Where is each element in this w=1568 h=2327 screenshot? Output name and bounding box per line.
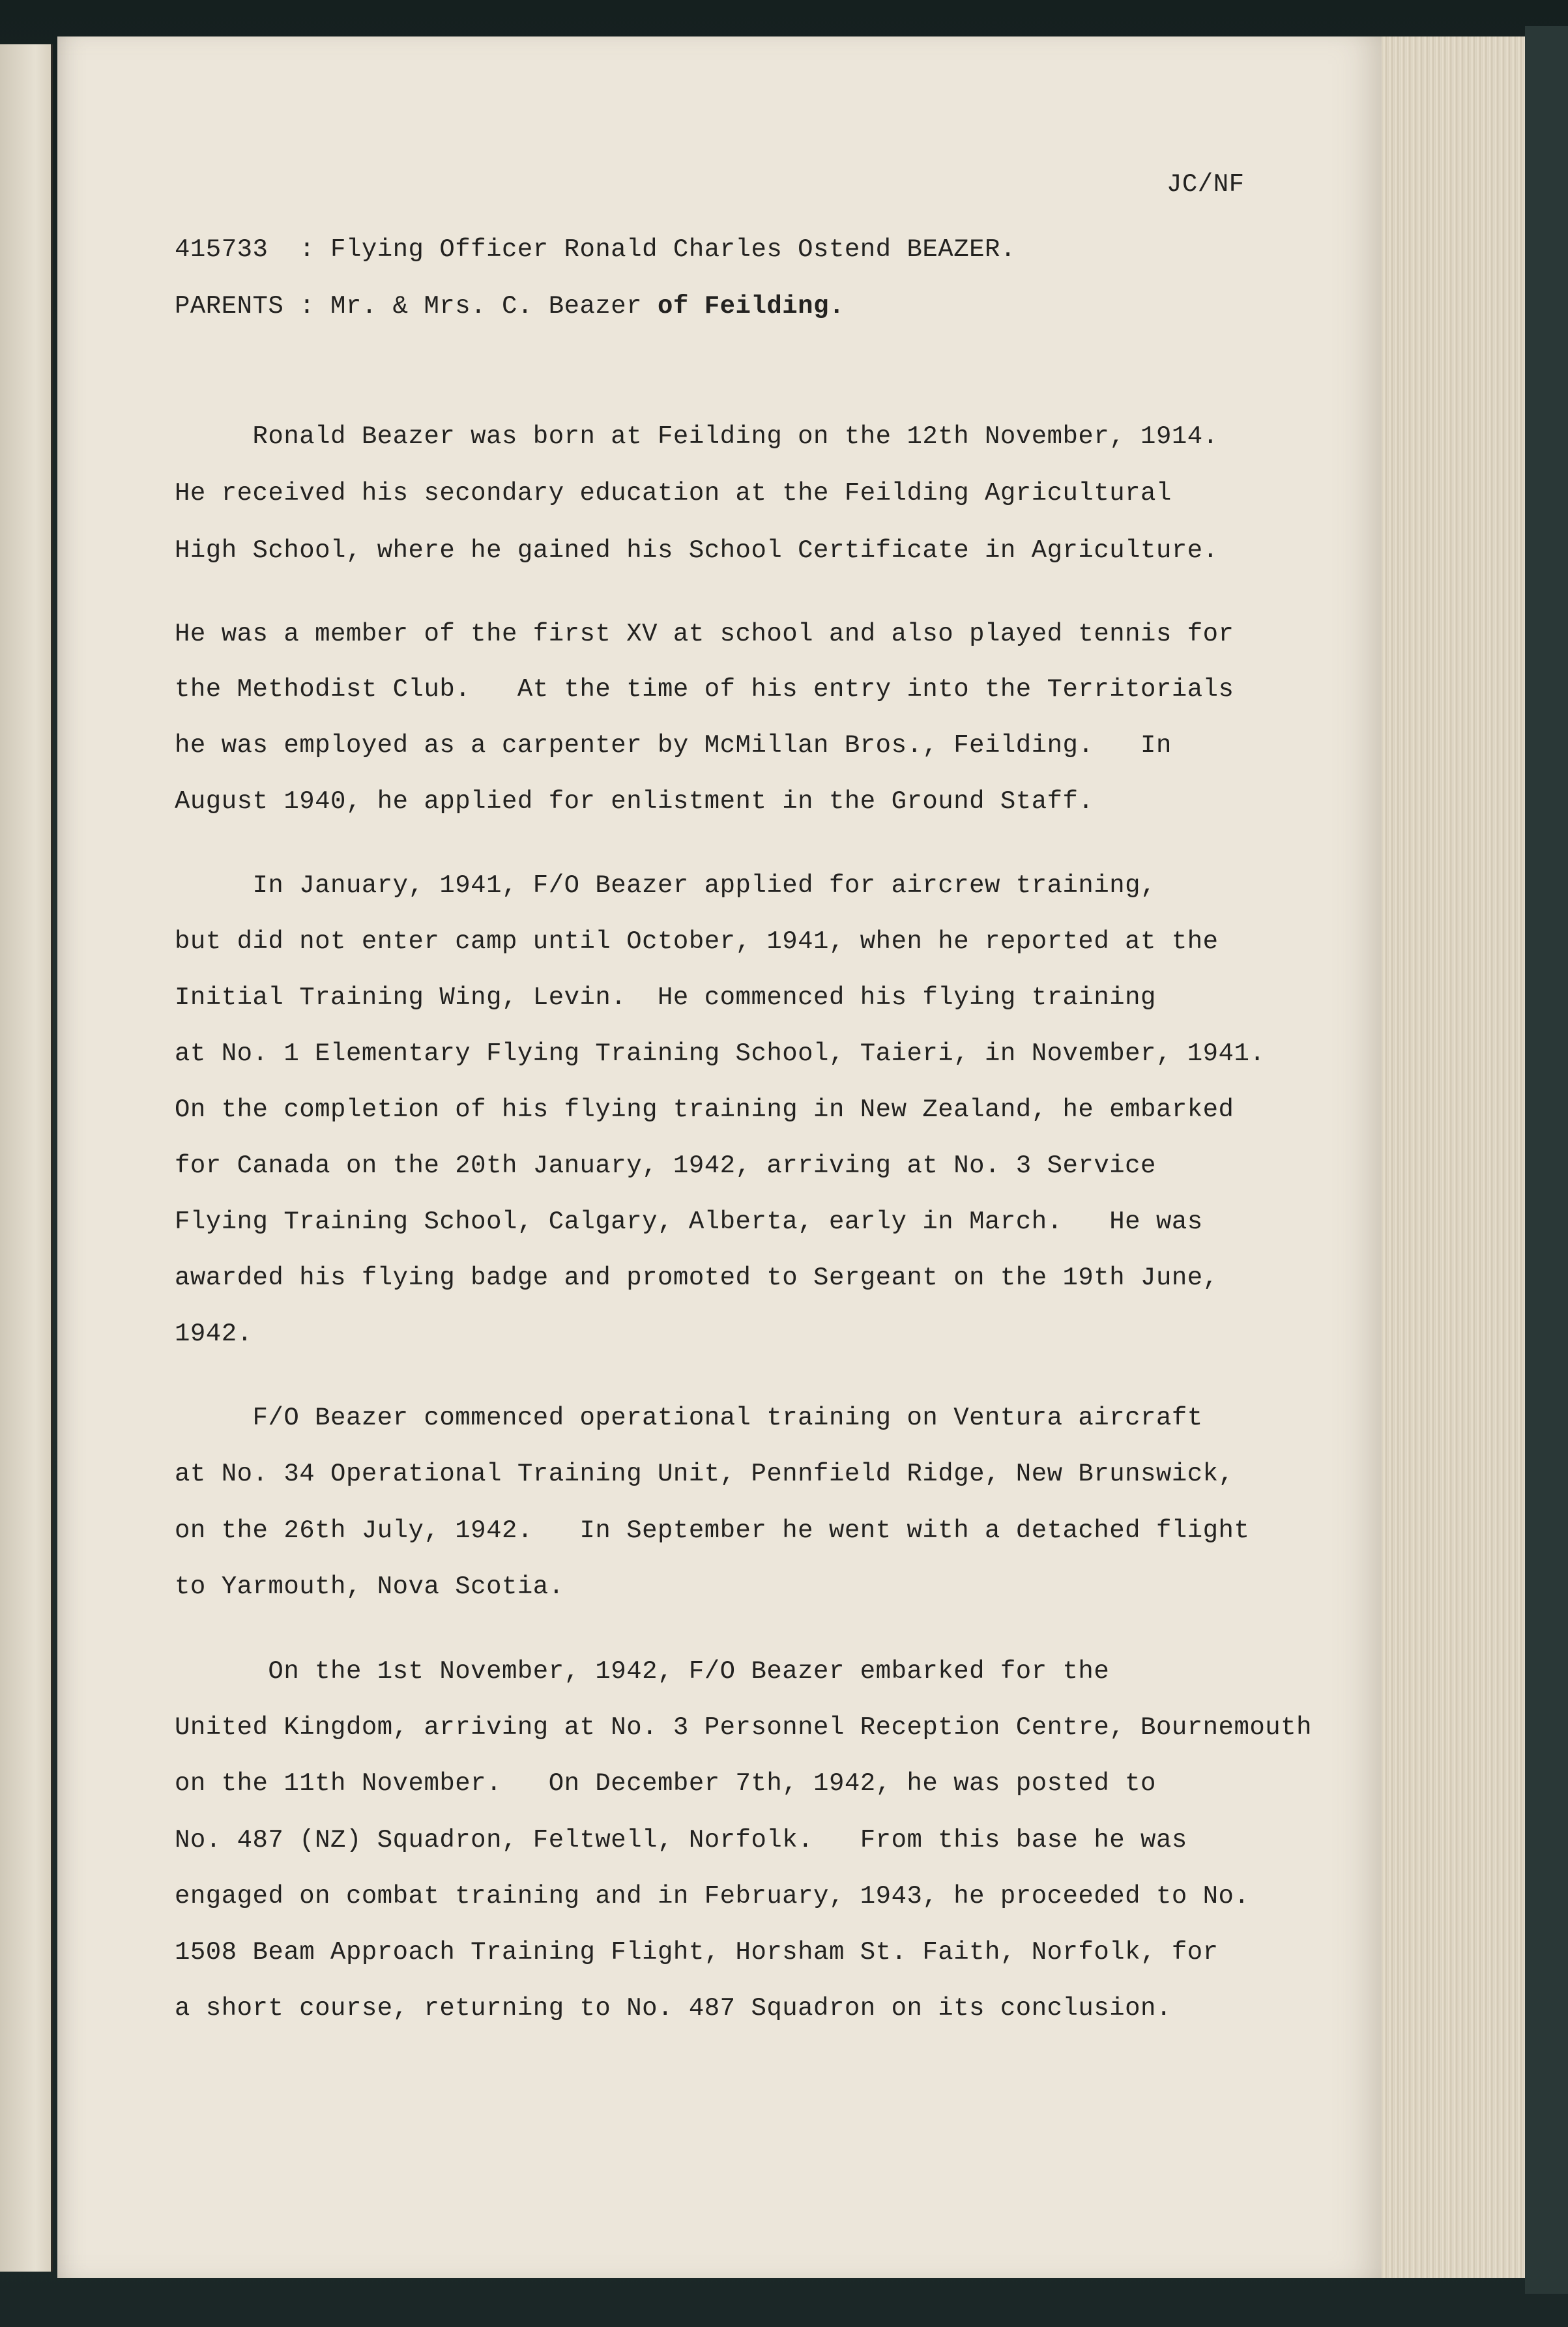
body-line: On the completion of his flying training in New Zealand, he embarked	[175, 1095, 1234, 1124]
parents-line	[175, 291, 845, 321]
reference-code: JC/NF	[1167, 170, 1245, 199]
body-line: 1508 Beam Approach Training Flight, Horsham St. Faith, Norfolk, for	[175, 1938, 1219, 1967]
body-line: United Kingdom, arriving at No. 3 Personnel Reception Centre, Bournemouth	[175, 1713, 1312, 1742]
body-line: but did not enter camp until October, 1941, when he reported at the	[175, 927, 1219, 956]
book-cover-right	[1525, 26, 1568, 2294]
body-line: to Yarmouth, Nova Scotia.	[175, 1572, 564, 1601]
body-line: for Canada on the 20th January, 1942, arriving at No. 3 Service	[175, 1151, 1156, 1180]
body-line: August 1940, he applied for enlistment in the Ground Staff.	[175, 787, 1094, 816]
body-line: 1942.	[175, 1320, 253, 1348]
document-page	[57, 36, 1382, 2278]
body-line: at No. 34 Operational Training Unit, Pennfield Ridge, New Brunswick,	[175, 1460, 1234, 1488]
body-line: On the 1st November, 1942, F/O Beazer embarked for the	[175, 1657, 1110, 1686]
body-line: on the 11th November. On December 7th, 1942, he was posted to	[175, 1769, 1156, 1798]
page-text	[57, 36, 1382, 2278]
body-line: he was employed as a carpenter by McMillan Bros., Feilding. In	[175, 731, 1172, 760]
body-line: High School, where he gained his School Certificate in Agriculture.	[175, 536, 1219, 565]
body-line: engaged on combat training and in February, 1943, he proceeded to No.	[175, 1882, 1250, 1911]
body-line: awarded his flying badge and promoted to Sergeant on the 19th June,	[175, 1264, 1219, 1292]
body-line: at No. 1 Elementary Flying Training School, Taieri, in November, 1941.	[175, 1039, 1266, 1068]
body-line: He received his secondary education at the Feilding Agricultural	[175, 479, 1172, 508]
body-line: Flying Training School, Calgary, Alberta, early in March. He was	[175, 1207, 1203, 1236]
body-line: a short course, returning to No. 487 Squadron on its conclusion.	[175, 1994, 1172, 2023]
service-line: 415733 : Flying Officer Ronald Charles Ostend BEAZER.	[175, 235, 1016, 264]
body-line: No. 487 (NZ) Squadron, Feltwell, Norfolk. From this base he was	[175, 1826, 1187, 1855]
body-line: Initial Training Wing, Levin. He commenced his flying training	[175, 983, 1156, 1012]
parents-suffix: of Feilding.	[642, 292, 845, 321]
page-stack-edges	[1375, 36, 1526, 2278]
body-line: Ronald Beazer was born at Feilding on the 12th November, 1914.	[175, 422, 1219, 451]
body-line: He was a member of the first XV at school and also played tennis for	[175, 620, 1234, 648]
previous-page-edge	[0, 44, 53, 2272]
body-line: on the 26th July, 1942. In September he went with a detached flight	[175, 1516, 1250, 1545]
body-line: F/O Beazer commenced operational training on Ventura aircraft	[175, 1404, 1203, 1432]
body-line: In January, 1941, F/O Beazer applied for aircrew training,	[175, 871, 1156, 900]
body-line: the Methodist Club. At the time of his entry into the Territorials	[175, 675, 1234, 704]
parents-prefix: PARENTS : Mr. & Mrs. C. Beazer	[175, 292, 643, 321]
